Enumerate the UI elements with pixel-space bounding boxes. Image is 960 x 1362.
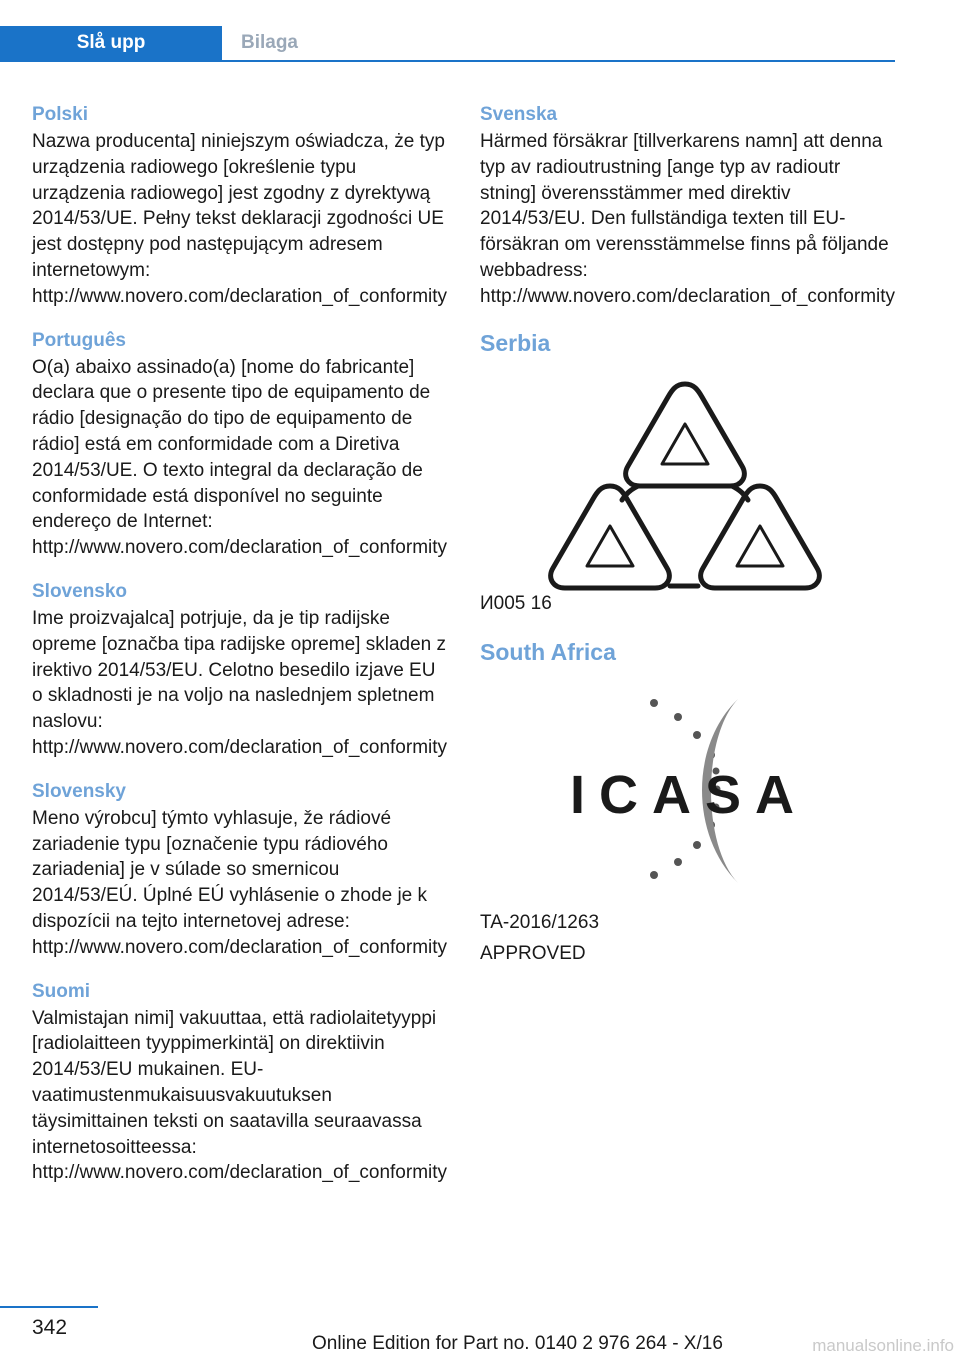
south-africa-title: South Africa (480, 638, 616, 665)
section-portugues (32, 328, 450, 561)
edition-note: Online Edition for Part no. 0140 2 976 264 - X/16 (312, 1333, 723, 1354)
section-title: Polski (32, 104, 88, 125)
serbia-mark-logo (480, 366, 898, 596)
section-body: Nazwa producenta] niniejszym oświadcza, że typ urządzenia radiowego [określenie typu urządzenia radiowego] jest zgodny z dyrektywą 2014/53/UE. Pełny tekst deklaracji zgodności UE jest dostępny pod następującym adresem internetowym: http://www.novero.com/declaration_of_conformity (32, 131, 448, 307)
triangle-mark-icon (480, 366, 898, 596)
section-body: Valmistajan nimi] vakuuttaa, että radiolaitetyyppi [radiolaitteen tyyppimerkintä] on direktiivin 2014/53/EU mukainen. EU-vaatimustenmukaisuusvakuutuksen täysimittainen teksti on saatavilla seuraavassa internetosoitteessa: http://www.novero.com/declaration_of_conformity (32, 1007, 448, 1184)
section-body: Ime proizvajalca] potrjuje, da je tip radijske opreme [označba tipa radijske opreme] skladen z irektivo 2014/53/EU. Celotno besedilo izjave EU o skladnosti je na voljo na naslednjem spletnem naslovu: http://www.novero.com/declaration_of_conformity (32, 607, 448, 758)
section-title: Suomi (32, 980, 91, 1002)
section-body: Meno výrobcu] týmto vyhlasuje, že rádiové zariadenie typu [označenie typu rádiového zariadenia] je v súlade so smernicou 2014/53/EÚ. Úplné EÚ vyhlásenie o zhode je k dispozícii na tejto internetovej adrese: http://www.novero.com/declaration_of_conformity (32, 807, 448, 958)
right-column (480, 102, 898, 969)
tab-bilaga[interactable]: Bilaga (240, 32, 299, 53)
icasa-logo (480, 675, 898, 907)
footer-divider (0, 1306, 98, 1308)
left-column (32, 102, 450, 1204)
serbia-title: Serbia (480, 329, 551, 356)
section-slovensky (32, 779, 450, 961)
section-title: Slovensko (32, 580, 128, 602)
section-title: Svenska (480, 104, 558, 125)
tab-bar (0, 26, 895, 62)
section-polski (32, 102, 450, 310)
page-number: 342 (32, 1316, 68, 1339)
section-svenska (480, 102, 898, 310)
section-slovensko (32, 579, 450, 761)
icasa-wordmark: ICASA (569, 764, 809, 825)
section-body: Härmed försäkrar [tillverkarens namn] att denna typ av radioutrustning [ange typ av radioutr stning] överensstämmer med direktiv 2014/53/EU. Den fullständiga texten till EU-försäkran om verensstämmelse finns på följande webbadress: http://www.novero.com/declaration_of_conformity (480, 131, 896, 307)
section-body: O(a) abaixo assinado(a) [nome do fabricante] declara que o presente tipo de equipamento de rádio [designação do tipo de equipamento de rádio] está em conformidade com a Diretiva 2014/53/UE. O texto integral da declaração de conformidade está disponível no seguinte endereço de Internet: http://www.novero.com/declaration_of_conformity (32, 356, 448, 559)
tab-bar-underline (0, 60, 895, 62)
approval-number: TA-2016/1263 (480, 911, 600, 933)
icasa-logo-icon (480, 675, 898, 907)
section-title: Slovensky (32, 780, 126, 802)
section-suomi (32, 979, 450, 1187)
tab-sla-upp[interactable]: Slå upp (0, 26, 222, 60)
section-title: Português (32, 329, 126, 351)
serbia-code: И005 16 (480, 592, 552, 614)
watermark: manualsonline.info (812, 1336, 954, 1355)
approval-status: APPROVED (480, 942, 586, 964)
